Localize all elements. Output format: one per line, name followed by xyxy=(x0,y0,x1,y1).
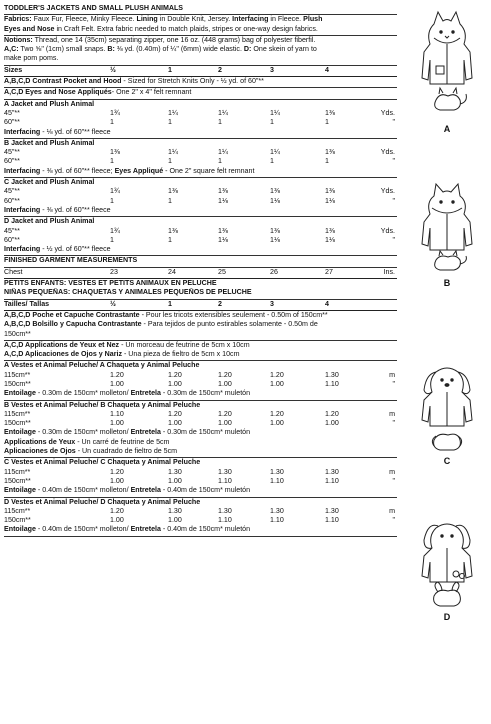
view-c-illustration xyxy=(412,360,482,466)
section-title: C Jacket and Plush Animal xyxy=(4,178,95,187)
row-label: 115cm** xyxy=(4,409,31,418)
section-title: B Vestes et Animal Peluche/ B Chaqueta y Animal Peluche xyxy=(4,400,201,409)
cell: 1.20 xyxy=(218,409,232,418)
cell: 1⅜ xyxy=(168,226,178,235)
row-label: 60"** xyxy=(4,157,20,166)
cell: 1.10 xyxy=(110,409,124,418)
cell: 1.10 xyxy=(325,476,339,485)
row-label: 150cm** xyxy=(4,516,31,525)
term-text: - 0.40m de 150cm* molleton/ xyxy=(35,525,131,534)
cell: 1.10 xyxy=(218,516,232,525)
view-c-letter: C xyxy=(443,456,451,466)
metric-note xyxy=(4,447,397,456)
metric-note xyxy=(4,438,397,447)
cell: 1⅜ xyxy=(218,187,228,196)
term-text: - Un cuadrado de fieltro de 5cm xyxy=(75,447,178,456)
chest-row xyxy=(4,268,397,277)
notions-block xyxy=(4,36,397,64)
cell: 1.00 xyxy=(168,379,182,388)
row-label: 45"** xyxy=(4,108,20,117)
unit: " xyxy=(392,476,395,485)
row-label: 115cm** xyxy=(4,370,31,379)
cell: 27 xyxy=(325,267,333,276)
cell: 26 xyxy=(270,267,278,276)
cell: 1 xyxy=(168,235,172,244)
view-b-letter: B xyxy=(443,278,451,288)
metric-row xyxy=(4,410,397,419)
cell: 1.30 xyxy=(325,506,339,515)
row-label: 60"** xyxy=(4,196,20,205)
cell: ½ xyxy=(110,65,116,74)
cell: 1 xyxy=(110,235,114,244)
bold-term: Entoilage xyxy=(4,525,36,534)
metric-note xyxy=(4,525,397,534)
cell: 1.00 xyxy=(168,516,182,525)
section-heading xyxy=(4,77,397,86)
cell: 1.20 xyxy=(270,409,284,418)
cell: 1.10 xyxy=(218,476,232,485)
cell: 1 xyxy=(110,118,114,127)
section-title: B Jacket and Plush Animal xyxy=(4,138,95,147)
section-title: A,B,C,D Contrast Pocket and Hood xyxy=(4,77,122,86)
section-title: A Vestes et Animal Peluche/ A Chaqueta y Animal Peluche xyxy=(4,361,200,370)
cell: 3 xyxy=(270,299,274,308)
yardage-row xyxy=(4,197,397,206)
cell: 1 xyxy=(218,118,222,127)
section-heading xyxy=(4,100,397,109)
cell: 1 xyxy=(270,157,274,166)
section-title: D Jacket and Plush Animal xyxy=(4,217,95,226)
cell: 1.30 xyxy=(168,467,182,476)
term-text: Two ⅝" (1cm) small snaps. xyxy=(18,45,108,54)
fabrics-line xyxy=(4,25,397,34)
term-text: ⅜ yd. (0.40m) of ¼" (6mm) wide elastic. xyxy=(114,45,244,54)
bold-term: Entoilage xyxy=(4,389,36,398)
term-text: Thread, one 14 (35cm) separating zipper, one 16 oz. (448 grams) bag of polyester fiberfil. xyxy=(32,35,316,44)
cell: 1.10 xyxy=(325,516,339,525)
term-text: Faux Fur, Fleece, Minky Fleece. xyxy=(31,15,137,24)
cell: 1.00 xyxy=(110,419,124,428)
cell: 1.00 xyxy=(168,419,182,428)
cell: 1 xyxy=(168,118,172,127)
section-title: A Jacket and Plush Animal xyxy=(4,99,95,108)
cell: 1 xyxy=(218,157,222,166)
section-title: D Vestes et Animal Peluche/ D Chaqueta y Animal Peluche xyxy=(4,497,201,506)
cell: 1.20 xyxy=(270,370,284,379)
row-label: 150cm** xyxy=(4,476,31,485)
chest-measure-row xyxy=(4,268,397,277)
cell: 1.20 xyxy=(110,506,124,515)
section-heading xyxy=(4,139,397,148)
cell: 1 xyxy=(110,157,114,166)
term-text: - Un morceau de feutrine de 5cm x 10cm xyxy=(119,340,250,349)
bold-term: Entoilage xyxy=(4,428,36,437)
term-text: - 0.30m de 150cm* muletón xyxy=(160,428,251,437)
metric-row xyxy=(4,507,397,516)
cell: 1.30 xyxy=(270,467,284,476)
bold-term: A,C,D Applications de Yeux et Nez xyxy=(4,340,120,349)
cell: 1⅛ xyxy=(218,235,228,244)
section-heading xyxy=(4,88,397,97)
cell: 1⅜ xyxy=(218,226,228,235)
cell: 1.30 xyxy=(325,370,339,379)
term-text: - 0.40m de 150cm* muletón xyxy=(160,525,251,534)
bold-term: A,C: xyxy=(4,45,19,54)
page-title: TODDLER'S JACKETS AND SMALL PLUSH ANIMALS xyxy=(4,4,184,12)
cell: 1¼ xyxy=(168,148,178,157)
unit: m xyxy=(389,467,395,476)
bold-term: Lining xyxy=(136,15,158,24)
row-label: 115cm** xyxy=(4,506,31,515)
cell: 1.10 xyxy=(270,516,284,525)
term-text: - Una pieza de fieltro de 5cm x 10cm xyxy=(122,350,240,359)
metric-yardage-table xyxy=(4,361,397,536)
term-text: - Para tejidos de punto estirables solamente - 0.50m de xyxy=(141,320,318,329)
cell: 1¾ xyxy=(110,187,120,196)
term-text: - One 2" square felt remnant xyxy=(163,166,255,175)
cell: 1⅜ xyxy=(168,187,178,196)
row-label: 60"** xyxy=(4,118,20,127)
cell: 2 xyxy=(218,65,222,74)
section-heading xyxy=(4,217,397,226)
bold-term: Entretela xyxy=(130,389,161,398)
cell: 1¼ xyxy=(168,108,178,117)
bold-term: Applications de Yeux xyxy=(4,437,76,446)
cell: 1 xyxy=(270,118,274,127)
unit: " xyxy=(392,235,395,244)
cell: 25 xyxy=(218,267,226,276)
bold-term: Interfacing xyxy=(232,15,269,24)
unit: " xyxy=(392,419,395,428)
sizes-row xyxy=(4,66,397,75)
cell: 1.20 xyxy=(110,467,124,476)
row-label: 60"** xyxy=(4,235,20,244)
metric-line xyxy=(4,330,397,339)
cell: 1¼ xyxy=(270,148,280,157)
bold-term: A,B,C,D Bolsillo y Capucha Contrastante xyxy=(4,320,142,329)
unit: Ins. xyxy=(383,267,395,276)
bold-term: Interfacing xyxy=(4,127,41,136)
term-text: - ⅜ yd. of 60"** fleece xyxy=(40,205,111,214)
yardage-row xyxy=(4,148,397,157)
cell: 1.30 xyxy=(168,506,182,515)
metric-contrast-block xyxy=(4,311,397,361)
cell: 1.00 xyxy=(110,516,124,525)
unit: Yds. xyxy=(380,187,395,196)
cell: 1.00 xyxy=(218,379,232,388)
bold-term: Interfacing xyxy=(4,205,41,214)
french-title: PETITS ENFANTS: VESTES ET PETITS ANIMAUX EN PELUCHE xyxy=(4,279,217,288)
cell: 1 xyxy=(325,118,329,127)
term-text: in Fleece. xyxy=(268,15,304,24)
metric-line xyxy=(4,341,397,350)
bold-term: Interfacing xyxy=(4,166,41,175)
pattern-back-sheet xyxy=(4,4,397,537)
section-title: A,C,D Eyes and Nose Appliqués xyxy=(4,88,112,97)
bold-term: Entretela xyxy=(130,525,161,534)
cell: 1.20 xyxy=(325,409,339,418)
metric-row xyxy=(4,468,397,477)
bold-term: D: xyxy=(243,45,252,54)
metric-row xyxy=(4,380,397,389)
cell: 4 xyxy=(325,299,329,308)
cell: 1 xyxy=(168,65,172,74)
cell: 1.20 xyxy=(168,409,182,418)
bold-term: A,B,C,D Poche et Capuche Contrastante xyxy=(4,310,140,319)
row-label: 150cm** xyxy=(4,379,31,388)
row-label: 45"** xyxy=(4,226,20,235)
term-text: - Pour les tricots extensibles seulement - 0.50m of 150cm** xyxy=(139,310,328,319)
notions-line xyxy=(4,45,397,54)
unit: " xyxy=(392,157,395,166)
bold-term: Plush xyxy=(303,15,323,24)
cell: ½ xyxy=(110,299,116,308)
yardage-row xyxy=(4,118,397,127)
term-text: in Craft Felt. Extra fabric needed to match plaids, stripes or one-way design fabrics. xyxy=(54,24,318,33)
cell: 1.10 xyxy=(325,379,339,388)
interfacing-note xyxy=(4,206,397,215)
unit: " xyxy=(392,118,395,127)
section-heading xyxy=(4,178,397,187)
cell: 1¼ xyxy=(218,148,228,157)
cell: 1.00 xyxy=(110,476,124,485)
cell: 1.00 xyxy=(270,379,284,388)
unit: " xyxy=(392,196,395,205)
cell: 1⅛ xyxy=(218,196,228,205)
yardage-row xyxy=(4,227,397,236)
term-text: - 0.40m de 150cm* molleton/ xyxy=(35,486,131,495)
row-label: Chest xyxy=(4,267,23,276)
finished-measurements-title: FINISHED GARMENT MEASUREMENTS xyxy=(4,256,138,265)
cell: 1.30 xyxy=(270,506,284,515)
cell: 1⅛ xyxy=(325,196,335,205)
sizes-header-row xyxy=(4,66,397,75)
cell: 24 xyxy=(168,267,176,276)
metric-note xyxy=(4,486,397,495)
metric-note xyxy=(4,428,397,437)
yardage-row xyxy=(4,157,397,166)
cell: 1¼ xyxy=(218,108,228,117)
cell: 1.10 xyxy=(270,476,284,485)
term-text: - 0.40m de 150cm* muletón xyxy=(160,486,251,495)
spanish-title: NIÑAS PEQUEÑAS: CHAQUETAS Y ANIMALES PEQUEÑOS DE PELUCHE xyxy=(4,288,252,297)
view-a-illustration xyxy=(412,8,482,134)
jacket-cat-a-drawing xyxy=(412,8,482,130)
cell: 1 xyxy=(325,157,329,166)
metric-line xyxy=(4,350,397,359)
cell: 23 xyxy=(110,267,118,276)
cell: 1.00 xyxy=(270,419,284,428)
unit: m xyxy=(389,409,395,418)
cell: 1⅜ xyxy=(325,108,335,117)
cell: 1⅜ xyxy=(325,187,335,196)
unit: m xyxy=(389,370,395,379)
section-detail: - Sized for Stretch Knits Only - ½ yd. of 60"** xyxy=(121,77,264,86)
term-text: - 0.30m de 150cm* molleton/ xyxy=(35,428,131,437)
cell: 1.00 xyxy=(110,379,124,388)
term-text: - ⅜ yd. of 60"** fleece; xyxy=(40,166,115,175)
term-text: in Double Knit, Jersey. xyxy=(157,15,233,24)
cell: 1.20 xyxy=(110,370,124,379)
row-label: 45"** xyxy=(4,148,20,157)
notions-line xyxy=(4,36,397,45)
jacket-dog-c-drawing xyxy=(412,360,482,460)
cell: 1⅜ xyxy=(325,148,335,157)
term-text: - ⅛ yd. of 60"** fleece xyxy=(40,127,111,136)
cell: 1¼ xyxy=(270,108,280,117)
interfacing-note xyxy=(4,245,397,254)
yardage-row xyxy=(4,236,397,245)
bold-term: Entretela xyxy=(130,486,161,495)
view-a-letter: A xyxy=(443,124,451,134)
cell: 1¾ xyxy=(110,226,120,235)
interfacing-note xyxy=(4,128,397,137)
cell: 1⅜ xyxy=(270,187,280,196)
cell: 1.30 xyxy=(325,467,339,476)
term-text: One skein of yarn to xyxy=(251,45,317,54)
cell: 1 xyxy=(168,157,172,166)
cell: 1 xyxy=(168,299,172,308)
sizes-row xyxy=(4,300,397,309)
term-text: - Un carré de feutrine de 5cm xyxy=(75,437,170,446)
bold-term: Interfacing xyxy=(4,245,41,254)
cell: 3 xyxy=(270,65,274,74)
english-yardage-table xyxy=(4,77,397,256)
cell: 1⅛ xyxy=(270,196,280,205)
unit: Yds. xyxy=(380,148,395,157)
jacket-cat-b-drawing xyxy=(412,180,482,284)
cell: 1.20 xyxy=(168,370,182,379)
bold-term: Entoilage xyxy=(4,486,36,495)
cell: 1.00 xyxy=(218,419,232,428)
view-d-letter: D xyxy=(443,612,451,622)
metric-row xyxy=(4,516,397,525)
term-text: - 0.30m de 150cm* muletón xyxy=(160,389,251,398)
interfacing-note xyxy=(4,167,397,176)
cell: 1.30 xyxy=(218,506,232,515)
bold-term: B: xyxy=(107,45,115,54)
cell: 1.00 xyxy=(325,419,339,428)
cell: 1 xyxy=(168,196,172,205)
fabrics-block xyxy=(4,15,397,34)
unit: Yds. xyxy=(380,108,395,117)
cell: 1⅛ xyxy=(270,235,280,244)
metric-row xyxy=(4,371,397,380)
row-label: Tailles/ Tallas xyxy=(4,299,50,308)
metric-note xyxy=(4,389,397,398)
cell: 1⅛ xyxy=(325,235,335,244)
row-label: 45"** xyxy=(4,187,20,196)
term-text: 150cm** xyxy=(4,329,31,338)
unit: " xyxy=(392,379,395,388)
metric-row xyxy=(4,419,397,428)
bold-term: Eyes and Nose xyxy=(4,24,55,33)
yardage-row xyxy=(4,187,397,196)
cell: 1⅜ xyxy=(270,226,280,235)
metric-row xyxy=(4,477,397,486)
cell: 4 xyxy=(325,65,329,74)
view-b-illustration xyxy=(412,180,482,288)
cell: 1¾ xyxy=(110,108,120,117)
view-d-illustration xyxy=(412,510,482,622)
bold-term: Entretela xyxy=(130,428,161,437)
metric-sizes-header-row xyxy=(4,300,397,309)
term-text: - 0.30m de 150cm* molleton/ xyxy=(35,389,131,398)
jacket-bunny-d-drawing xyxy=(412,510,482,618)
cell: 1.00 xyxy=(168,476,182,485)
bold-term: Fabrics: xyxy=(4,15,32,24)
unit: " xyxy=(392,516,395,525)
view-illustrations xyxy=(402,0,491,724)
divider xyxy=(4,536,397,537)
section-detail: - One 2" x 4" felt remnant xyxy=(111,88,192,97)
row-label: 115cm** xyxy=(4,467,31,476)
bold-term: Aplicaciones de Ojos xyxy=(4,447,76,456)
cell: 1.30 xyxy=(218,467,232,476)
notions-tail: make pom poms. xyxy=(4,54,59,63)
bold-term: A,C,D Aplicaciones de Ojos y Nariz xyxy=(4,350,122,359)
cell: 1.20 xyxy=(218,370,232,379)
unit: Yds. xyxy=(380,226,395,235)
bold-term: Notions: xyxy=(4,35,33,44)
yardage-row xyxy=(4,109,397,118)
row-label: 150cm** xyxy=(4,419,31,428)
cell: 1⅜ xyxy=(325,226,335,235)
bold-term: Eyes Appliqué xyxy=(114,166,164,175)
cell: 1 xyxy=(110,196,114,205)
fabrics-line xyxy=(4,15,397,24)
term-text: - ½ yd. of 60"** fleece xyxy=(40,245,111,254)
cell: 1⅜ xyxy=(110,148,120,157)
unit: m xyxy=(389,506,395,515)
metric-line xyxy=(4,311,397,320)
row-label: Sizes xyxy=(4,65,23,74)
section-title: C Vestes et Animal Peluche/ C Chaqueta y Animal Peluche xyxy=(4,458,201,467)
cell: 2 xyxy=(218,299,222,308)
metric-line xyxy=(4,320,397,329)
